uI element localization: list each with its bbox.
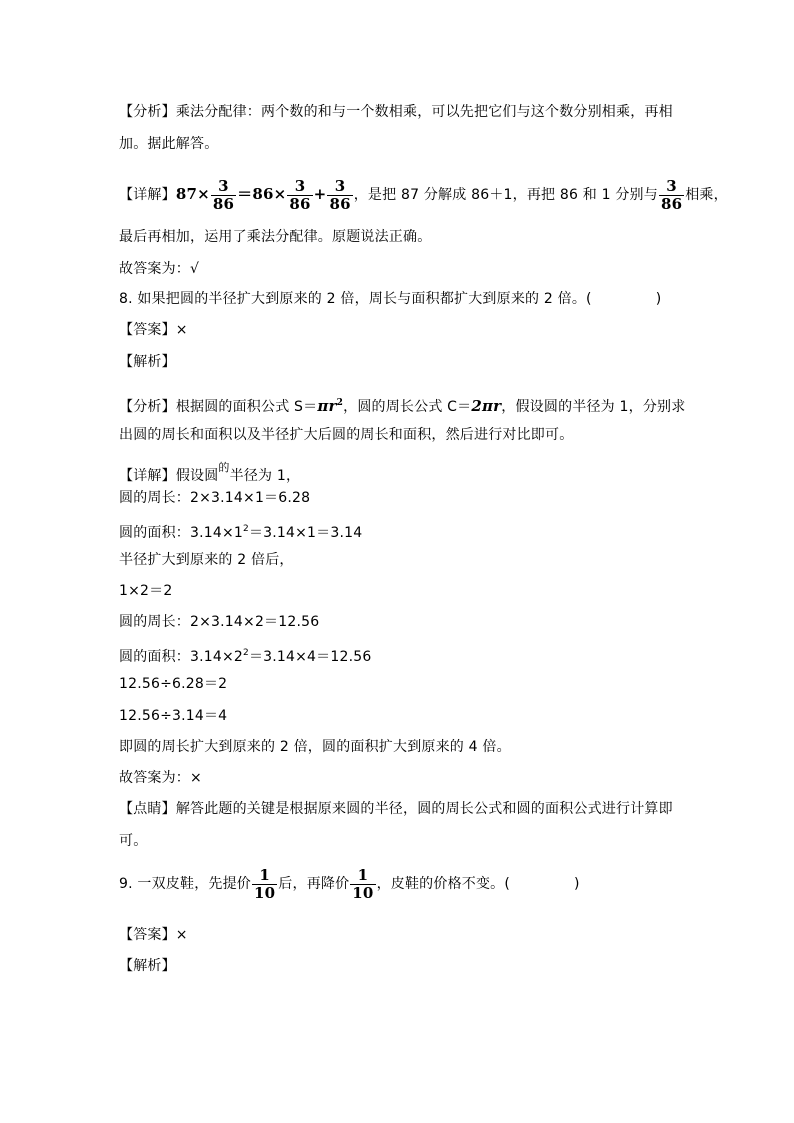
fraction: [252, 867, 277, 902]
formula-part: ＝86×: [237, 185, 287, 203]
fraction-numerator: 1: [259, 865, 270, 884]
fraction-denominator: 10: [352, 883, 374, 902]
analysis-text: ，假设圆的半径为 1，分别求: [501, 399, 686, 415]
key-point-text: 解答此题的关键是根据原来圆的半径，圆的周长公式和圆的面积公式进行计算即: [175, 801, 673, 817]
calc-line: 1×2＝2: [119, 583, 173, 599]
key-point-tag: 【点睛】: [119, 801, 176, 817]
final-answer-2: 故答案为：×: [119, 770, 202, 786]
formula-part: +: [313, 185, 327, 203]
detail-tag: 【详解】: [119, 468, 176, 484]
calc-line: 12.56÷6.28＝2: [119, 676, 228, 692]
final-answer-1: 故答案为：√: [119, 261, 200, 277]
detail-1: [119, 176, 728, 213]
question-9-text: 后，再降价: [278, 876, 350, 892]
calc-text: 圆的面积：3.14×2: [119, 649, 244, 665]
fraction-denominator: 86: [329, 194, 351, 213]
conclusion: 即圆的周长扩大到原来的 2 倍，圆的面积扩大到原来的 4 倍。: [119, 739, 511, 755]
question-9: [119, 866, 580, 902]
analysis-text: ，圆的周长公式 C＝: [343, 399, 472, 415]
question-9-explanation-heading: 【解析】: [119, 958, 176, 974]
analysis-1: [119, 102, 673, 122]
detail-1-continued: 最后再相加，运用了乘法分配律。原题说法正确。: [119, 229, 432, 245]
fraction-numerator: 3: [294, 176, 306, 195]
analysis-tag: 【分析】: [119, 399, 176, 415]
analysis-1-continued: 加。据此解答。: [119, 136, 219, 152]
detail-text: ，是把 87 分解成 86＋1，再把 86 和 1 分别与: [353, 187, 658, 203]
fraction: [659, 178, 684, 213]
question-8-text: 8. 如果把圆的半径扩大到原来的 2 倍，周长与面积都扩大到原来的 2 倍。(: [119, 291, 592, 307]
calc-line: 半径扩大到原来的 2 倍后，: [119, 552, 294, 568]
question-8-explanation-heading: 【解析】: [119, 354, 176, 370]
question-8-answer: 【答案】×: [119, 322, 188, 338]
detail-tag: 【详解】: [119, 187, 176, 203]
fraction: [287, 178, 312, 213]
fraction-denominator: 10: [254, 883, 276, 902]
question-9-text: ，皮鞋的价格不变。(: [376, 876, 511, 892]
question-8: [119, 289, 661, 309]
area-formula: πr: [317, 397, 337, 415]
detail-2: [119, 458, 300, 486]
key-point-continued: 可。: [119, 833, 148, 849]
analysis-text: 根据圆的面积公式 S＝: [175, 399, 318, 415]
fraction-numerator: 3: [218, 176, 229, 195]
fraction-denominator: 86: [660, 194, 683, 213]
calc-exponent: 2: [243, 524, 249, 534]
calc-line: 12.56÷3.14＝4: [119, 708, 228, 724]
question-8-close: ): [655, 291, 662, 307]
fraction: [327, 178, 352, 213]
detail-text: 假设圆: [175, 468, 219, 484]
detail-text: 相乘，: [685, 187, 728, 203]
question-9-close: ): [574, 876, 580, 892]
analysis-2: [119, 393, 685, 417]
calc-text: ＝3.14×1＝3.14: [248, 525, 363, 541]
fraction: [211, 178, 236, 213]
calc-line: [119, 519, 362, 543]
question-9-answer: 【答案】×: [119, 927, 188, 943]
calc-text: 圆的面积：3.14×1: [119, 525, 244, 541]
calc-line: 圆的周长：2×3.14×1＝6.28: [119, 490, 311, 506]
fraction-denominator: 86: [212, 194, 235, 213]
fraction-numerator: 3: [666, 176, 677, 195]
detail-text: 半径为 1，: [229, 468, 301, 484]
question-9-text: 9. 一双皮鞋，先提价: [119, 876, 252, 892]
calc-exponent: 2: [243, 648, 249, 658]
key-point: [119, 799, 673, 819]
fraction-numerator: 3: [334, 176, 346, 195]
detail-small-char: 的: [218, 461, 230, 474]
circumference-formula: 2πr: [471, 397, 502, 415]
analysis-text: 乘法分配律：两个数的和与一个数相乘，可以先把它们与这个数分别相乘，再相: [175, 104, 673, 120]
formula-part: 87×: [175, 185, 210, 203]
fraction: [350, 867, 375, 902]
calc-line: [119, 643, 371, 667]
fraction-denominator: 86: [289, 194, 311, 213]
area-formula-exponent: 2: [336, 398, 344, 408]
fraction-numerator: 1: [357, 865, 369, 884]
analysis-tag: 【分析】: [119, 104, 176, 120]
analysis-2-continued: 出圆的周长和面积以及半径扩大后圆的周长和面积，然后进行对比即可。: [119, 427, 574, 443]
calc-line: 圆的周长：2×3.14×2＝12.56: [119, 614, 320, 630]
calc-text: ＝3.14×4＝12.56: [248, 649, 372, 665]
